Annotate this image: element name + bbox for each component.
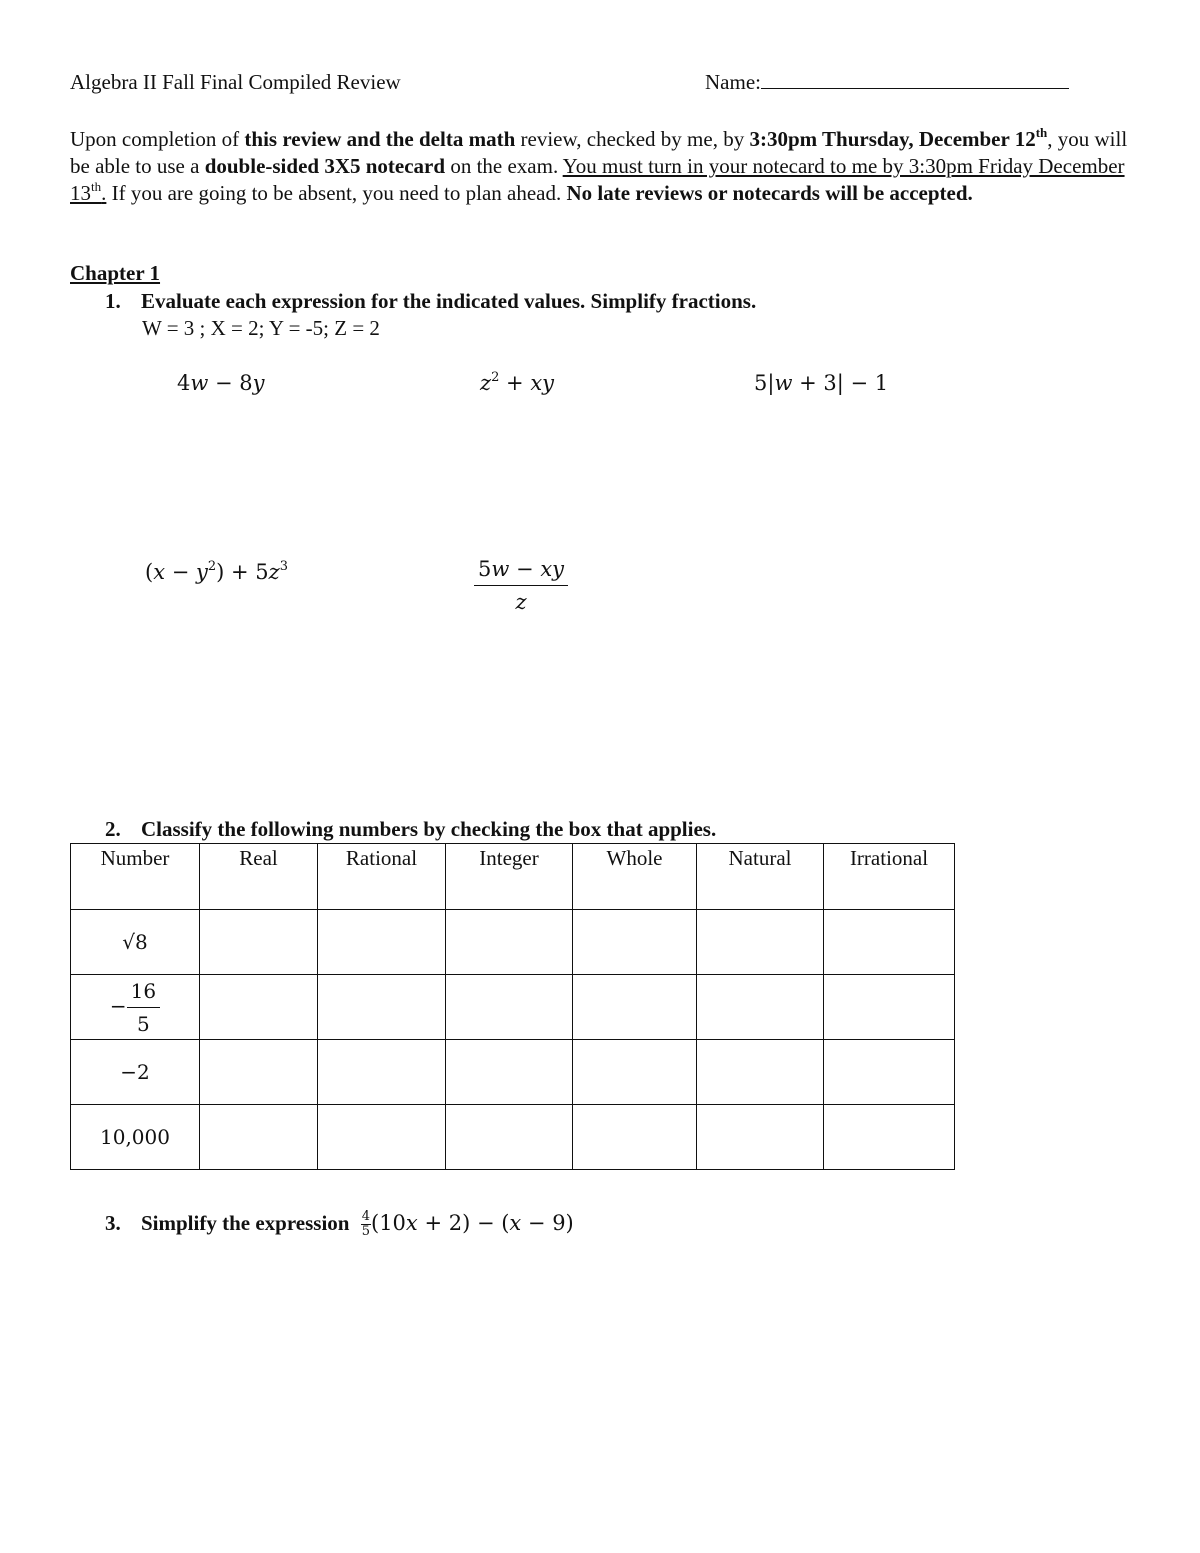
checkbox-cell[interactable] <box>824 910 955 975</box>
checkbox-cell[interactable] <box>824 1040 955 1105</box>
checkbox-cell[interactable] <box>697 1105 824 1170</box>
checkbox-cell[interactable] <box>446 1040 573 1105</box>
checkbox-cell[interactable] <box>697 1040 824 1105</box>
table-header-row <box>71 844 955 910</box>
expression-simplify: $\frac{4}{5}$ (10x + 2) − (x − 9) <box>361 1209 574 1239</box>
checkbox-cell[interactable] <box>200 910 318 975</box>
row-number-neg-2: −2 <box>71 1040 200 1105</box>
expression-abs-value: 5|w + 3| − 1 <box>754 371 889 395</box>
given-values: W = 3 ; X = 2; Y = -5; Z = 2 <box>142 316 380 340</box>
question-3 <box>105 1210 574 1239</box>
intro-paragraph: Upon completion of this review and the delta math review, checked by me, by 3:30pm Thursday, December 12th, you will be able to use a double-sided 3X5 notecard on the exam. You must turn in your notecard to me by 3:30pm Friday December 13th. If you are going to be absent, you need to plan ahead. No late reviews or notecards will be accepted. <box>70 125 1128 205</box>
checkbox-cell[interactable] <box>318 975 446 1040</box>
expression-4w-minus-8y: 4w − 8y <box>177 371 265 395</box>
column-header-irrational: Irrational <box>824 844 955 910</box>
question-1-number: 1. <box>105 289 121 313</box>
row-number-neg-16-over-5: − $\frac{16}{5}$ <box>71 975 200 1040</box>
chapter-heading: Chapter 1 <box>70 261 161 285</box>
question-2 <box>105 817 716 842</box>
table-row <box>71 910 955 975</box>
question-3-prompt: Simplify the expression <box>141 1211 350 1235</box>
checkbox-cell[interactable] <box>824 975 955 1040</box>
row-number-sqrt8: √8 <box>71 910 200 975</box>
checkbox-cell[interactable] <box>446 975 573 1040</box>
table-row <box>71 975 955 1040</box>
checkbox-cell[interactable] <box>318 910 446 975</box>
checkbox-cell[interactable] <box>697 975 824 1040</box>
column-header-natural: Natural <box>697 844 824 910</box>
checkbox-cell[interactable] <box>200 1105 318 1170</box>
checkbox-cell[interactable] <box>573 1105 697 1170</box>
expression-z2-plus-xy: $z^2$ + xy <box>480 370 555 395</box>
checkbox-cell[interactable] <box>318 1040 446 1105</box>
checkbox-cell[interactable] <box>200 975 318 1040</box>
question-1-prompt: Evaluate each expression for the indicated values. Simplify fractions. <box>141 289 757 313</box>
checkbox-cell[interactable] <box>200 1040 318 1105</box>
column-header-whole: Whole <box>573 844 697 910</box>
checkbox-cell[interactable] <box>318 1105 446 1170</box>
name-label: Name: <box>705 70 761 94</box>
name-field[interactable] <box>705 70 1069 95</box>
checkbox-cell[interactable] <box>446 910 573 975</box>
checkbox-cell[interactable] <box>573 1040 697 1105</box>
column-header-integer: Integer <box>446 844 573 910</box>
classification-table <box>70 843 955 1170</box>
column-header-rational: Rational <box>318 844 446 910</box>
table-row <box>71 1040 955 1105</box>
column-header-number: Number <box>71 844 200 910</box>
expression-fraction-5w-minus-xy-over-z: $\frac{5w - xy}{z}$ <box>474 557 568 614</box>
expression-x-minus-y2-plus-5z3: $(x - y^2) + 5z^3$ <box>145 559 289 584</box>
name-blank-line <box>761 70 1069 89</box>
question-1 <box>105 289 756 314</box>
checkbox-cell[interactable] <box>697 910 824 975</box>
question-2-prompt: Classify the following numbers by checking the box that applies. <box>141 817 717 841</box>
table-row <box>71 1105 955 1170</box>
checkbox-cell[interactable] <box>824 1105 955 1170</box>
column-header-real: Real <box>200 844 318 910</box>
question-3-number: 3. <box>105 1211 121 1235</box>
checkbox-cell[interactable] <box>573 975 697 1040</box>
checkbox-cell[interactable] <box>573 910 697 975</box>
checkbox-cell[interactable] <box>446 1105 573 1170</box>
document-title: Algebra II Fall Final Compiled Review <box>70 70 401 94</box>
row-number-10000: 10,000 <box>71 1105 200 1170</box>
question-2-number: 2. <box>105 817 121 841</box>
